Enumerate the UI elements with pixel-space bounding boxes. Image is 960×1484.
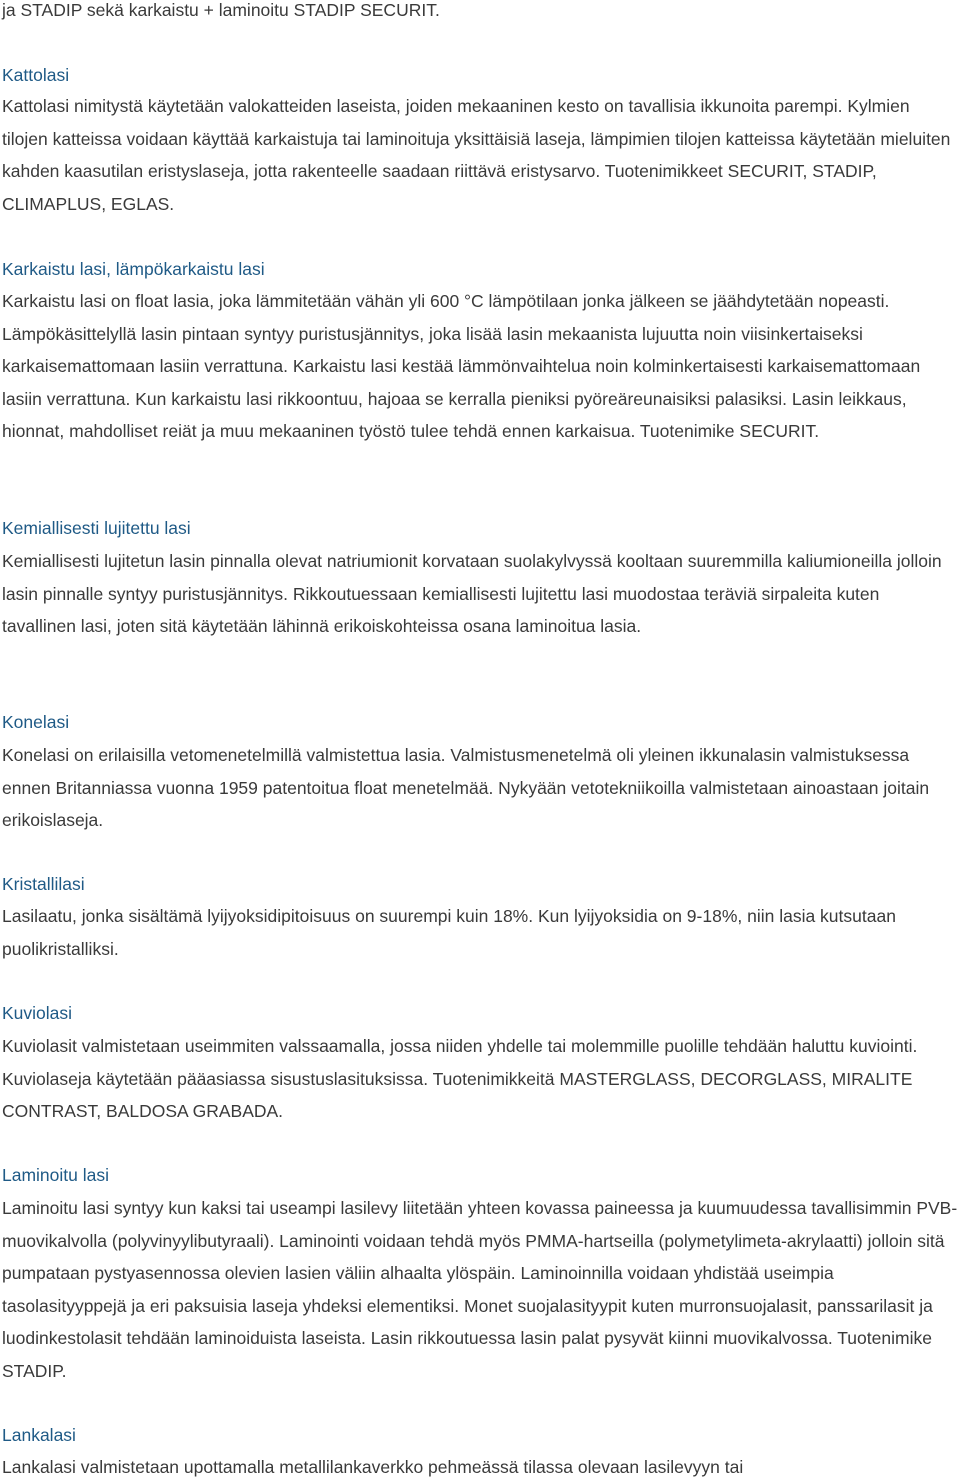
section-heading: Konelasi [2, 712, 70, 732]
section-paragraph: Laminoitu lasi syntyy kun kaksi tai useampi lasilevy liitetään yhteen kovassa paineessa ja kuumuudessa tavallisimmin PVB-muovikalvolla (polyvinyylibutyraali). Laminointi voidaan tehdä myös PMMA-hartseilla (polymetylimeta-akrylaatti) jolloin sitä pumpataan pystyasennossa olevien lasien väliin alhaalta ylöspäin. Laminoinnilla voidaan yhdistää useimpia tasolasityyppejä ja eri paksuisia laseja yhdeksi elementiksi. Monet suojalasityypit kuten murronsuojalasit, panssarilasit ja luodinkestolasit tehdään laminoiduista laseista. Lasin rikkoutuessa lasin palat pysyvät kiinni muovikalvossa. Tuotenimike STADIP. [2, 1198, 958, 1381]
section-heading: Kemiallisesti lujitettu lasi [2, 518, 191, 538]
section-paragraph: Lasilaatu, jonka sisältämä lyijyoksidipitoisuus on suurempi kuin 18%. Kun lyijyoksidia on 9-18%, niin lasia kutsutaan puolikristalliksi. [2, 906, 896, 959]
section-heading: Kattolasi [2, 65, 70, 85]
section-heading: Kuviolasi [2, 1003, 73, 1023]
section-paragraph: Karkaistu lasi on float lasia, joka lämmitetään vähän yli 600 °C lämpötilaan jonka jälkeen se jäähdytetään nopeasti. Lämpökäsittelyllä lasin pintaan syntyy puristusjännitys, joka lisää lasin mekaanista lujuutta noin viisinkertaiseksi karkaisemattomaan lasiin verrattuna. Karkaistu lasi kestää lämmönvaihtelua noin kolminkertaisesti karkaisemattomaan lasiin verrattuna. Kun karkaistu lasi rikkoontuu, hajoaa se kerralla pieniksi pyöreäreunaisiksi palasiksi. Lasin leikkaus, hionnat, mahdolliset reiät ja muu mekaaninen työstö tulee tehdä ennen karkaisua. Tuotenimike SECURIT. [2, 291, 921, 441]
section-paragraph: Kemiallisesti lujitetun lasin pinnalla olevat natriumionit korvataan suolakylvyssä kooltaan suuremmilla kaliumioneilla jolloin lasin pinnalle syntyy puristusjännitys. Rikkoutuessaan kemiallisesti lujitettu lasi muodostaa teräviä sirpaleita kuten tavallinen lasi, joten sitä käytetään lähinnä erikoiskohteissa osana laminoitua lasia. [2, 551, 942, 636]
section-paragraph: Lankalasi valmistetaan upottamalla metallilankaverkko pehmeässä tilassa olevaan lasilevyyn tai [2, 1457, 744, 1477]
section-heading: Lankalasi [2, 1425, 76, 1445]
section-heading: Laminoitu lasi [2, 1165, 109, 1185]
section-paragraph: Kattolasi nimitystä käytetään valokatteiden laseista, joiden mekaaninen kesto on tavallisia ikkunoita parempi. Kylmien tilojen katteissa voidaan käyttää karkaistuja tai laminoituja yksittäisiä laseja, lämpimien tilojen katteissa käytetään mieluiten kahden kaasutilan eristyslaseja, jotta rakenteelle saadaan riittävä eristysarvo. Tuotenimikkeet SECURIT, STADIP, CLIMAPLUS, EGLAS. [2, 96, 951, 214]
section-heading: Kristallilasi [2, 874, 85, 894]
section-paragraph: Kuviolasit valmistetaan useimmiten valssaamalla, jossa niiden yhdelle tai molemmille puolille tehdään haluttu kuviointi. Kuviolaseja käytetään pääasiassa sisustuslasituksissa. Tuotenimikkeitä MASTERGLASS, DECORGLASS, MIRALITE CONTRAST, BALDOSA GRABADA. [2, 1036, 918, 1121]
section-paragraph: Konelasi on erilaisilla vetomenetelmillä valmistettua lasia. Valmistusmenetelmä oli yleinen ikkunalasin valmistuksessa ennen Britanniassa vuonna 1959 patentoitua float menetelmää. Nykyään vetotekniikoilla valmistetaan ainoastaan joitain erikoislaseja. [2, 745, 930, 830]
section-heading: Karkaistu lasi, lämpökarkaistu lasi [2, 259, 265, 279]
intro-paragraph: ja STADIP sekä karkaistu + laminoitu STADIP SECURIT. [2, 0, 440, 20]
